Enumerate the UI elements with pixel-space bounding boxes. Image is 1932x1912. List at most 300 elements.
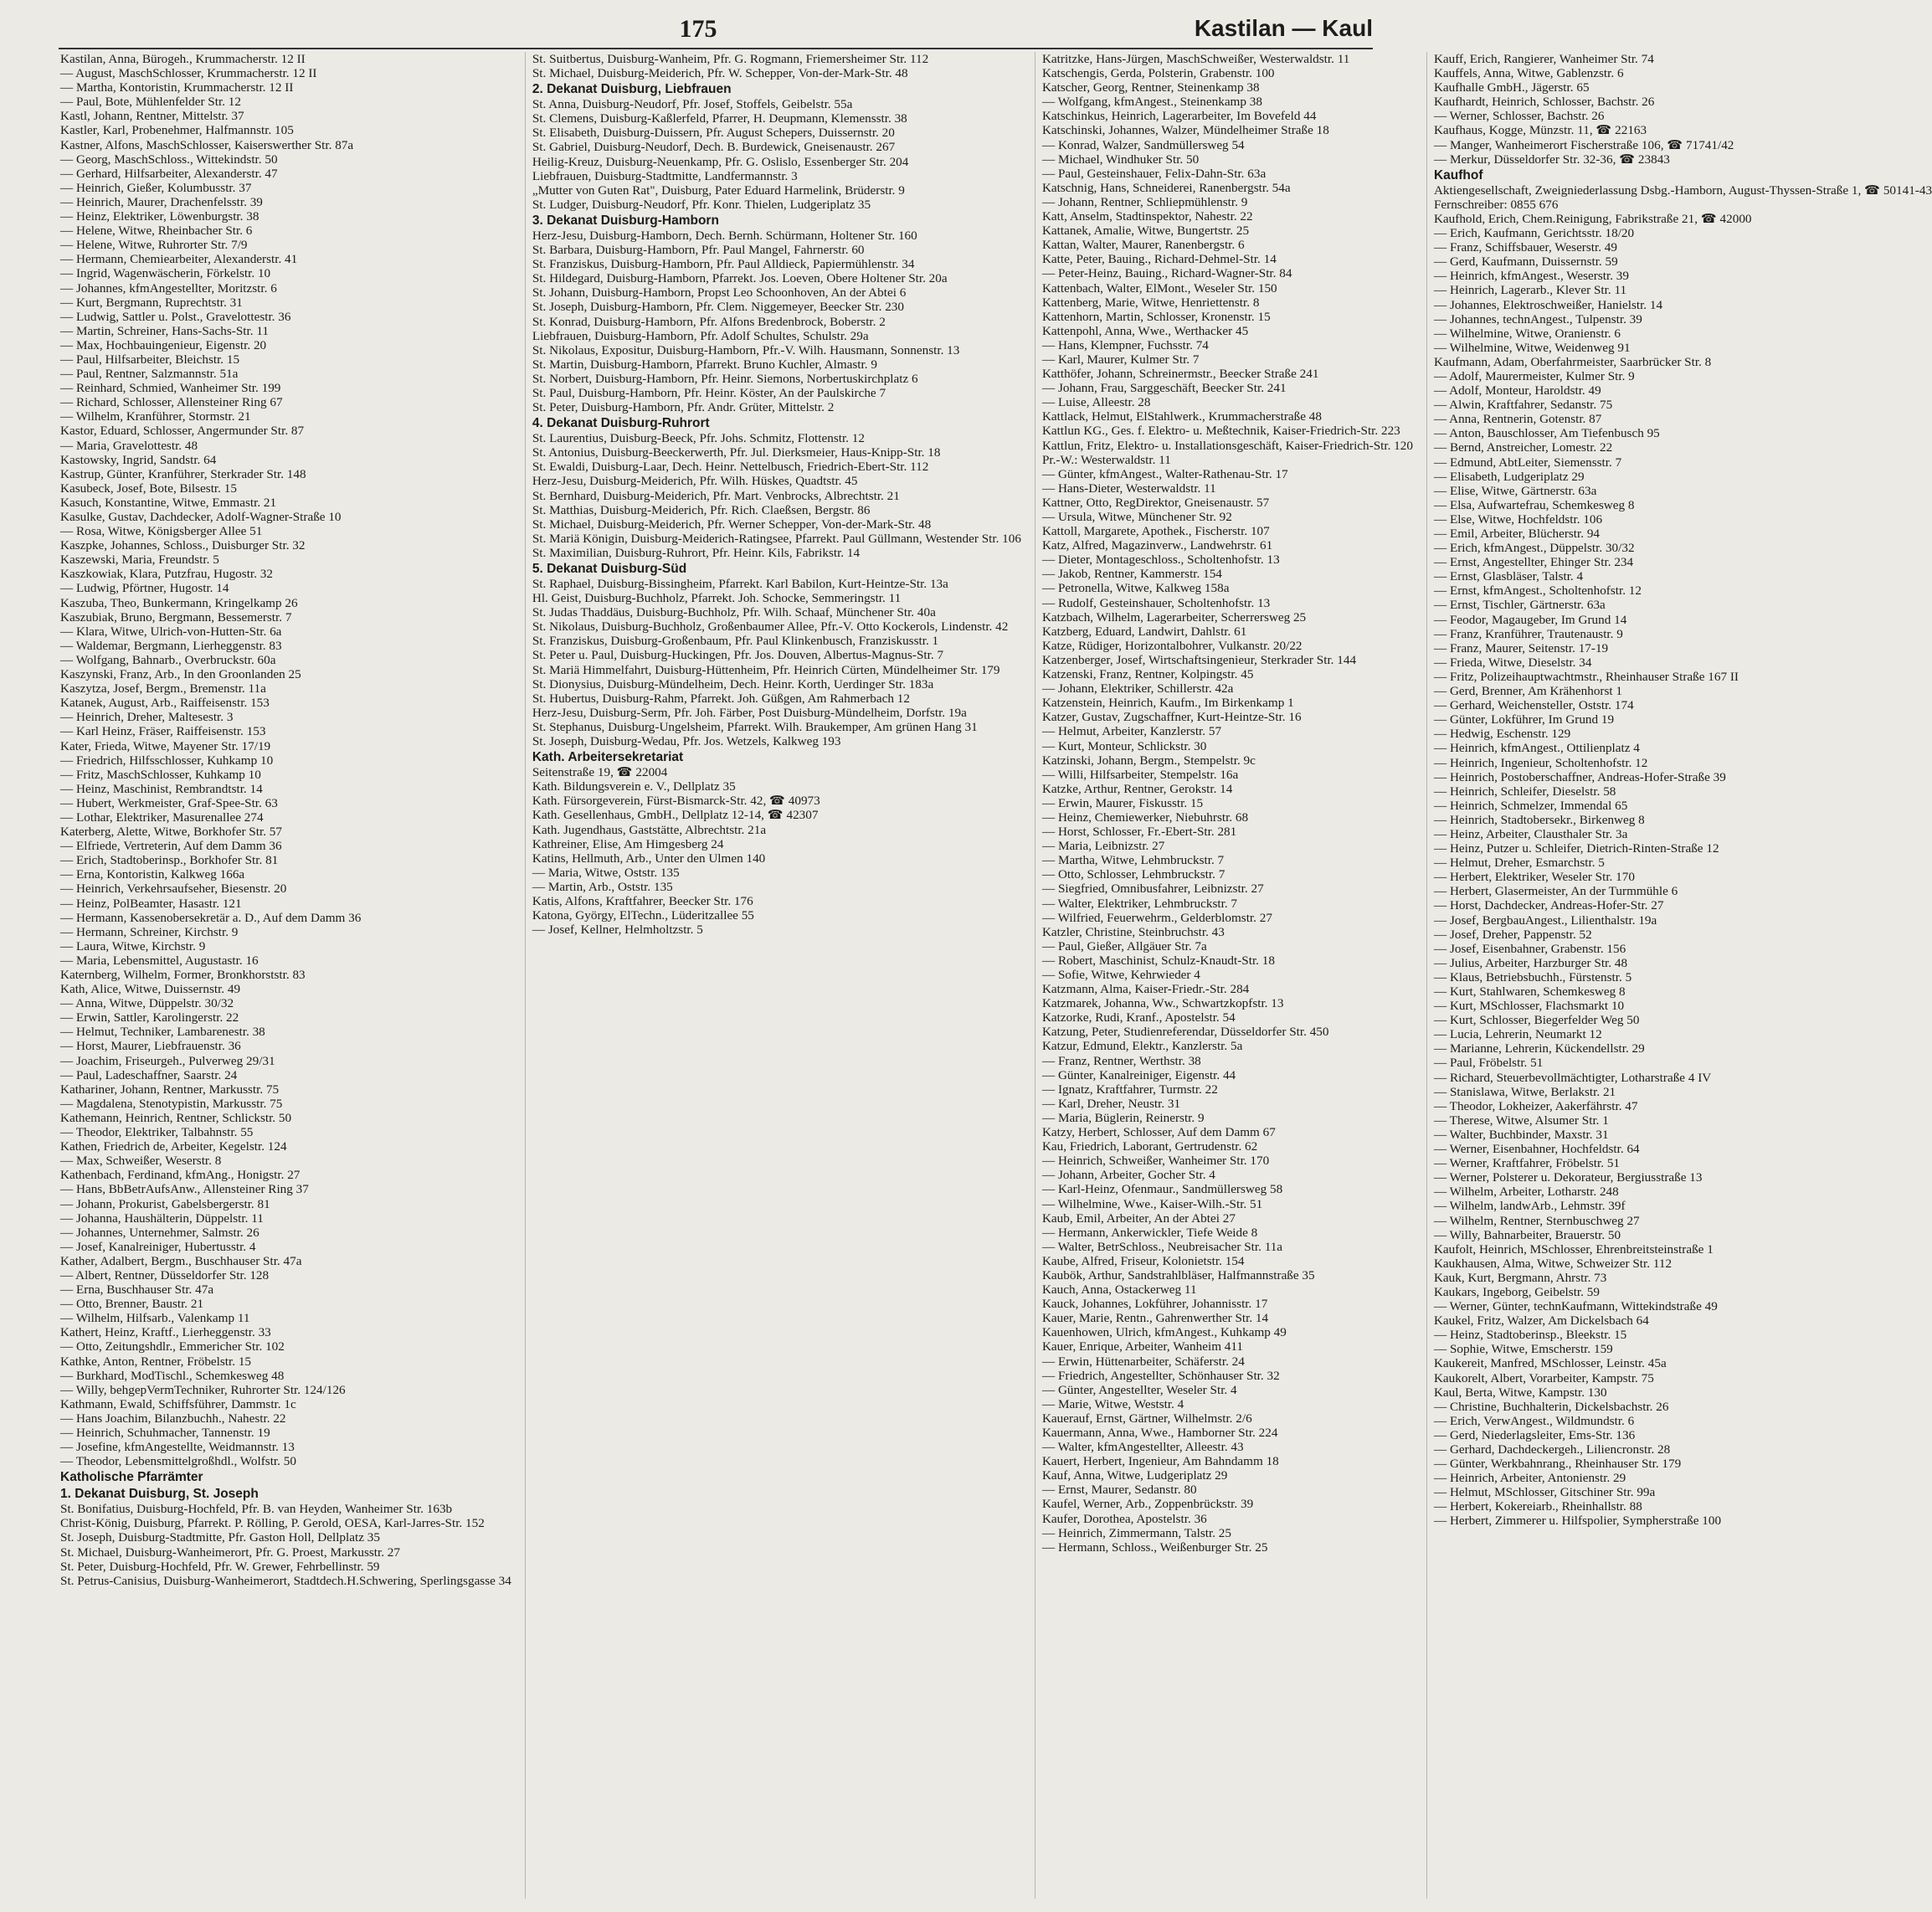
directory-entry: Katzorke, Rudi, Kranf., Apostelstr. 54	[1041, 1010, 1236, 1025]
directory-entry: — Kurt, Bergmann, Ruprechtstr. 31	[60, 295, 243, 310]
column-4	[1426, 52, 1932, 1899]
directory-entry: — Franz, Maurer, Seitenstr. 17-19	[1433, 640, 1609, 655]
directory-entry: Hl. Geist, Duisburg-Buchholz, Pfarrekt. Joh. Schocke, Semmeringstr. 11	[532, 591, 902, 606]
directory-entry: — Heinz, Arbeiter, Clausthaler Str. 3a	[1433, 826, 1628, 841]
directory-entry: — Ludwig, Sattler u. Polst., Gravelottestr. 36	[60, 309, 291, 324]
directory-entry: Katzer, Gustav, Zugschaffner, Kurt-Heintze-Str. 16	[1041, 710, 1302, 725]
directory-entry: — Alwin, Kraftfahrer, Sedanstr. 75	[1433, 398, 1613, 413]
directory-entry: — Werner, Polsterer u. Dekorateur, Bergiusstraße 13	[1433, 1170, 1703, 1185]
directory-entry: Katzbach, Wilhelm, Lagerarbeiter, Scherrersweg 25	[1041, 609, 1307, 624]
directory-entry: — Max, Schweißer, Weserstr. 8	[60, 1154, 222, 1169]
directory-entry: — Horst, Maurer, Liebfrauenstr. 36	[60, 1039, 241, 1054]
section-heading: 1. Dekanat Duisburg, St. Joseph	[60, 1487, 259, 1502]
directory-entry: — Anna, Rentnerin, Gotenstr. 87	[1433, 412, 1602, 427]
directory-entry: St. Mariä Königin, Duisburg-Meiderich-Ratingsee, Pfarrekt. Paul Güllmann, Westender Str. 106	[532, 531, 1021, 546]
directory-entry: St. Bonifatius, Duisburg-Hochfeld, Pfr. B. van Heyden, Wanheimer Str. 163b	[60, 1502, 453, 1517]
directory-entry: Kathenbach, Ferdinand, kfmAng., Honigstr. 27	[60, 1168, 301, 1183]
directory-entry: — Josefine, kfmAngestellte, Weidmannstr. 13	[60, 1440, 295, 1455]
directory-entry: — Theodor, Elektriker, Talbahnstr. 55	[60, 1125, 254, 1140]
directory-entry: — Gerhard, Weichensteller, Oststr. 174	[1433, 698, 1634, 713]
directory-entry: St. Gabriel, Duisburg-Neudorf, Dech. B. Burdewick, Gneisenaustr. 267	[532, 140, 896, 155]
directory-entry: — Erich, VerwAngest., Wildmundstr. 6	[1433, 1413, 1635, 1428]
directory-entry: — Wolfgang, Bahnarb., Overbruckstr. 60a	[60, 652, 276, 667]
directory-entry: Kattenberg, Marie, Witwe, Henriettenstr. 8	[1041, 295, 1260, 310]
directory-entry: Katzmann, Alma, Kaiser-Friedr.-Str. 284	[1041, 982, 1250, 997]
directory-entry: Katzur, Edmund, Elektr., Kanzlerstr. 5a	[1041, 1039, 1243, 1054]
directory-entry: Katzy, Herbert, Schlosser, Auf dem Damm 67	[1041, 1125, 1276, 1140]
directory-entry: Kaszubiak, Bruno, Bergmann, Bessemerstr. 7	[60, 609, 292, 624]
directory-entry: — Karl, Dreher, Neustr. 31	[1041, 1096, 1181, 1111]
directory-entry: — Franz, Schiffsbauer, Weserstr. 49	[1433, 240, 1617, 255]
directory-entry: — Erna, Kontoristin, Kalkweg 166a	[60, 867, 245, 882]
directory-entry: — Heinz, Chemiewerker, Niebuhrstr. 68	[1041, 810, 1249, 825]
directory-entry: Katte, Peter, Bauing., Richard-Dehmel-Str. 14	[1041, 252, 1277, 267]
directory-entry: — Julius, Arbeiter, Harzburger Str. 48	[1433, 955, 1628, 970]
directory-entry: Katzinski, Johann, Bergm., Stempelstr. 9c	[1041, 753, 1256, 768]
directory-entry: Kauffels, Anna, Witwe, Gablenzstr. 6	[1433, 66, 1624, 81]
directory-entry: — Rosa, Witwe, Königsberger Allee 51	[60, 524, 263, 539]
directory-entry: — Richard, Steuerbevollmächtigter, Lotharstraße 4 IV	[1433, 1070, 1712, 1085]
directory-entry: — Willy, behgepVermTechniker, Ruhrorter Str. 124/126	[60, 1382, 346, 1397]
directory-entry: St. Ewaldi, Duisburg-Laar, Dech. Heinr. Nettelbusch, Friedrich-Ebert-Str. 112	[532, 460, 929, 475]
directory-entry: — Paul, Bote, Mühlenfelder Str. 12	[60, 95, 241, 110]
directory-entry: Kauert, Herbert, Ingenieur, Am Bahndamm 18	[1041, 1454, 1279, 1469]
directory-entry: Katzenstein, Heinrich, Kaufm., Im Birkenkamp 1	[1041, 696, 1294, 711]
directory-entry: — Paul, Gießer, Allgäuer Str. 7a	[1041, 938, 1207, 953]
directory-entry: Kattenbach, Walter, ElMont., Weseler Str. 150	[1041, 280, 1277, 296]
directory-entry: — Ernst, kfmAngest., Scholtenhofstr. 12	[1433, 583, 1642, 599]
directory-entry: — Günter, Lokführer, Im Grund 19	[1433, 712, 1615, 727]
directory-entry: St. Clemens, Duisburg-Kaßlerfeld, Pfarrer, H. Deupmann, Klemensstr. 38	[532, 111, 907, 126]
directory-entry: — Gerhard, Hilfsarbeiter, Alexanderstr. 47	[60, 166, 278, 181]
directory-entry: — Kurt, Monteur, Schlickstr. 30	[1041, 738, 1207, 753]
directory-entry: — Heinrich, Schweißer, Wanheimer Str. 170	[1041, 1154, 1270, 1169]
directory-entry: — Wolfgang, kfmAngest., Steinenkamp 38	[1041, 95, 1262, 110]
directory-entry: — Wilhelm, Kranführer, Stormstr. 21	[60, 409, 251, 424]
section-heading: 3. Dekanat Duisburg-Hamborn	[532, 213, 719, 228]
directory-entry: Kauenhowen, Ulrich, kfmAngest., Kuhkamp 49	[1041, 1325, 1287, 1340]
directory-entry: St. Raphael, Duisburg-Bissingheim, Pfarrekt. Karl Babilon, Kurt-Heintze-Str. 13a	[532, 577, 948, 591]
directory-entry: — Peter-Heinz, Bauing., Richard-Wagner-Str. 84	[1041, 266, 1292, 281]
directory-entry: Kauerauf, Ernst, Gärtner, Wilhelmstr. 2/6	[1041, 1411, 1252, 1426]
directory-entry: — Elisabeth, Ludgeriplatz 29	[1433, 469, 1585, 484]
directory-entry: Kauch, Anna, Ostackerweg 11	[1041, 1282, 1197, 1298]
directory-entry: Katis, Alfons, Kraftfahrer, Beecker Str. 176	[532, 893, 753, 908]
directory-entry: Kathen, Friedrich de, Arbeiter, Kegelstr. 124	[60, 1139, 287, 1154]
directory-entry: — Johannes, Elektroschweißer, Hanielstr. 14	[1433, 297, 1663, 312]
directory-entry: — Heinrich, Maurer, Drachenfelsstr. 39	[60, 194, 263, 209]
directory-entry: — Hermann, Kassenobersekretär a. D., Auf dem Damm 36	[60, 910, 362, 925]
directory-entry: St. Martin, Duisburg-Hamborn, Pfarrekt. Bruno Kuchler, Almastr. 9	[532, 357, 877, 372]
directory-entry: — Josef, BergbauAngest., Lilienthalstr. 19a	[1433, 912, 1657, 928]
directory-entry: — Maria, Büglerin, Reinerstr. 9	[1041, 1110, 1205, 1125]
directory-entry: St. Mariä Himmelfahrt, Duisburg-Hüttenheim, Pfr. Heinrich Cürten, Mündelheimer Str. 179	[532, 662, 1000, 677]
directory-entry: — Werner, Kraftfahrer, Fröbelstr. 51	[1433, 1156, 1621, 1171]
directory-entry: — Ernst, Tischler, Gärtnerstr. 63a	[1433, 598, 1606, 613]
directory-entry: — Elfriede, Vertreterin, Auf dem Damm 36	[60, 839, 282, 854]
directory-entry: Kauf, Anna, Witwe, Ludgeriplatz 29	[1041, 1468, 1228, 1483]
directory-entry: St. Nikolaus, Duisburg-Buchholz, Großenbaumer Allee, Pfr.-V. Otto Kockerols, Lindenstr. 42	[532, 619, 1009, 635]
directory-entry: Kastler, Karl, Probenehmer, Halfmannstr. 105	[60, 123, 294, 138]
directory-entry: St. Hildegard, Duisburg-Hamborn, Pfarrekt. Jos. Loeven, Obere Holtener Str. 20a	[532, 271, 948, 286]
directory-entry: Kaszpke, Johannes, Schloss., Duisburger Str. 32	[60, 538, 306, 553]
directory-entry: — Klaus, Betriebsbuchh., Fürstenstr. 5	[1433, 969, 1632, 984]
directory-entry: St. Elisabeth, Duisburg-Duissern, Pfr. August Schepers, Duissernstr. 20	[532, 126, 895, 141]
directory-entry: — Luise, Alleestr. 28	[1041, 395, 1151, 410]
directory-entry: Katona, György, ElTechn., Lüderitzallee 55	[532, 908, 754, 923]
directory-entry: Kaufhaus, Kogge, Münzstr. 11, ☎ 22163	[1433, 123, 1647, 138]
directory-entry: St. Stephanus, Duisburg-Ungelsheim, Pfarrekt. Wilh. Braukemper, Am grünen Hang 31	[532, 719, 978, 734]
directory-entry: Kaufhalle GmbH., Jägerstr. 65	[1433, 80, 1590, 95]
directory-entry: — Sofie, Witwe, Kehrwieder 4	[1041, 968, 1200, 982]
directory-entry: St. Nikolaus, Expositur, Duisburg-Hamborn, Pfr.-V. Wilh. Hausmann, Sonnenstr. 13	[532, 342, 960, 357]
directory-entry: Kau, Friedrich, Laborant, Gertrudenstr. 62	[1041, 1139, 1258, 1154]
directory-entry: — Maria, Leibnizstr. 27	[1041, 839, 1165, 854]
directory-entry: — Erwin, Hüttenarbeiter, Schäferstr. 24	[1041, 1354, 1245, 1369]
section-heading: 2. Dekanat Duisburg, Liebfrauen	[532, 82, 732, 97]
directory-entry: Katerberg, Alette, Witwe, Borkhofer Str. 57	[60, 825, 282, 840]
directory-entry: Kathmann, Ewald, Schiffsführer, Dammstr. 1c	[60, 1396, 296, 1411]
directory-entry: Katschinkus, Heinrich, Lagerarbeiter, Im Bovefeld 44	[1041, 109, 1317, 124]
directory-entry: — Richard, Schlosser, Allensteiner Ring 67	[60, 395, 283, 410]
directory-entry: — Gerd, Brenner, Am Krähenhorst 1	[1433, 684, 1622, 699]
directory-entry: — Hans, Klempner, Fuchsstr. 74	[1041, 337, 1209, 352]
directory-entry: — Johann, Elektriker, Schillerstr. 42a	[1041, 681, 1234, 696]
directory-entry: — Jakob, Rentner, Kammerstr. 154	[1041, 567, 1222, 582]
directory-entry: Kaszuba, Theo, Bunkermann, Kringelkamp 26	[60, 595, 298, 610]
directory-entry: Katschnig, Hans, Schneiderei, Ranenbergstr. 54a	[1041, 180, 1291, 195]
directory-entry: — Karl Heinz, Fräser, Raiffeisenstr. 153	[60, 724, 266, 739]
directory-entry: — Willy, Bahnarbeiter, Brauerstr. 50	[1433, 1227, 1621, 1242]
directory-entry: Katernberg, Wilhelm, Former, Bronkhorststr. 83	[60, 968, 306, 982]
directory-entry: — Theodor, Lokheizer, Aakerfährstr. 47	[1433, 1098, 1638, 1113]
directory-entry: — Heinrich, Lagerarb., Klever Str. 11	[1433, 283, 1627, 298]
directory-entry: Kauck, Johannes, Lokführer, Johannisstr. 17	[1041, 1297, 1268, 1312]
directory-entry: Liebfrauen, Duisburg-Stadtmitte, Landfermannstr. 3	[532, 168, 798, 183]
directory-entry: — Max, Hochbauingenieur, Eigenstr. 20	[60, 337, 267, 352]
directory-entry: — Walter, Buchbinder, Maxstr. 31	[1433, 1127, 1609, 1142]
directory-entry: — Hans, BbBetrAufsAnw., Allensteiner Ring 37	[60, 1182, 309, 1197]
directory-entry: St. Petrus-Canisius, Duisburg-Wanheimerort, Stadtdech.H.Schwering, Sperlingsgasse 34	[60, 1573, 511, 1588]
directory-entry: — Johannes, Unternehmer, Salmstr. 26	[60, 1225, 259, 1240]
directory-entry: Kattlun KG., Ges. f. Elektro- u. Meßtechnik, Kaiser-Friedrich-Str. 223	[1041, 424, 1400, 439]
directory-entry: — Josef, Kanalreiniger, Hubertusstr. 4	[60, 1239, 256, 1254]
section-heading: 5. Dekanat Duisburg-Süd	[532, 562, 687, 576]
directory-entry: Kattlack, Helmut, ElStahlwerk., Krummacherstraße 48	[1041, 409, 1322, 424]
directory-entry: — Heinz, Elektriker, Löwenburgstr. 38	[60, 209, 259, 224]
directory-entry: Kater, Frieda, Witwe, Mayener Str. 17/19	[60, 738, 271, 753]
directory-entry: — Willi, Hilfsarbeiter, Stempelstr. 16a	[1041, 767, 1239, 782]
directory-entry: St. Peter, Duisburg-Hamborn, Pfr. Andr. Grüter, Mittelstr. 2	[532, 400, 835, 415]
directory-entry: — Martin, Arb., Oststr. 135	[532, 879, 673, 894]
directory-entry: Kaszkowiak, Klara, Putzfrau, Hugostr. 32	[60, 567, 273, 582]
directory-entry: — Christine, Buchhalterin, Dickelsbachstr. 26	[1433, 1399, 1669, 1414]
directory-entry: — Erna, Buschhauser Str. 47a	[60, 1282, 214, 1298]
directory-entry: — Heinrich, Schuhmacher, Tannenstr. 19	[60, 1426, 270, 1440]
directory-entry: — Johannes, technAngest., Tulpenstr. 39	[1433, 311, 1642, 326]
directory-entry: — Ursula, Witwe, Münchener Str. 92	[1041, 510, 1232, 524]
directory-entry: Kattenpohl, Anna, Wwe., Werthacker 45	[1041, 323, 1249, 338]
directory-entry: Kath. Bildungsverein e. V., Dellplatz 35	[532, 779, 736, 794]
directory-entry: — Adolf, Maurermeister, Kulmer Str. 9	[1433, 368, 1635, 383]
directory-entry: St. Johann, Duisburg-Hamborn, Propst Leo Schoonhoven, An der Abtei 6	[532, 285, 907, 301]
directory-entry: — Elise, Witwe, Gärtnerstr. 63a	[1433, 483, 1597, 498]
directory-entry: Kattoll, Margarete, Apothek., Fischerstr. 107	[1041, 524, 1270, 539]
directory-entry: — Joachim, Friseurgeh., Pulverweg 29/31	[60, 1053, 275, 1068]
directory-entry: — Anton, Bauschlosser, Am Tiefenbusch 95	[1433, 426, 1660, 441]
directory-entry: — Heinrich, Arbeiter, Antonienstr. 29	[1433, 1471, 1626, 1486]
directory-entry: — Elsa, Aufwartefrau, Schemkesweg 8	[1433, 497, 1635, 512]
directory-columns	[60, 52, 1932, 1899]
directory-entry: — Franz, Rentner, Werthstr. 38	[1041, 1053, 1201, 1068]
directory-entry: — Herbert, Elektriker, Weseler Str. 170	[1433, 870, 1635, 885]
directory-entry: Katthöfer, Johann, Schreinermstr., Beecker Straße 241	[1041, 367, 1319, 382]
directory-entry: — Horst, Schlosser, Fr.-Ebert-Str. 281	[1041, 825, 1237, 840]
directory-entry: — Kurt, Stahlwaren, Schemkesweg 8	[1433, 984, 1626, 999]
directory-entry: St. Michael, Duisburg-Meiderich, Pfr. Werner Schepper, Von-der-Mark-Str. 48	[532, 517, 932, 532]
directory-entry: — Merkur, Düsseldorfer Str. 32-36, ☎ 23843	[1433, 152, 1670, 167]
directory-entry: Kaszynski, Franz, Arb., In den Groonlanden 25	[60, 667, 301, 682]
directory-entry: St. Barbara, Duisburg-Hamborn, Pfr. Paul Mangel, Fahrnerstr. 60	[532, 243, 865, 258]
directory-entry: — Erich, Kaufmann, Gerichtsstr. 18/20	[1433, 226, 1635, 241]
directory-entry: — Heinrich, Schmelzer, Immendal 65	[1433, 798, 1628, 813]
directory-entry: — Hans-Dieter, Westerwaldstr. 11	[1041, 481, 1216, 496]
column-2	[525, 52, 1021, 1899]
directory-entry: — Heinrich, Ingenieur, Scholtenhofstr. 12	[1433, 755, 1648, 770]
section-heading: Kath. Arbeitersekretariat	[532, 750, 684, 765]
directory-entry: Kaszytza, Josef, Bergm., Bremenstr. 11a	[60, 681, 266, 696]
directory-entry: — Fritz, MaschSchlosser, Kuhkamp 10	[60, 767, 261, 782]
directory-entry: — Günter, Kanalreiniger, Eigenstr. 44	[1041, 1067, 1236, 1082]
directory-entry: — Günter, Angestellter, Weseler Str. 4	[1041, 1382, 1237, 1397]
directory-entry: — Paul, Ladeschaffner, Saarstr. 24	[60, 1067, 238, 1082]
directory-entry: — Walter, Elektriker, Lehmbruckstr. 7	[1041, 896, 1238, 911]
directory-entry: Aktiengesellschaft, Zweigniederlassung Dsbg.-Hamborn, August-Thyssen-Straße 1, ☎ 50141-43	[1433, 182, 1932, 198]
directory-entry: St. Joseph, Duisburg-Hamborn, Pfr. Clem. Niggemeyer, Beecker Str. 230	[532, 300, 904, 315]
directory-entry: Katzung, Peter, Studienreferendar, Düsseldorfer Str. 450	[1041, 1025, 1329, 1040]
directory-entry: — Friedrich, Angestellter, Schönhauser Str. 32	[1041, 1368, 1280, 1383]
directory-entry: Katscher, Georg, Rentner, Steinenkamp 38	[1041, 80, 1260, 95]
directory-entry: Kathke, Anton, Rentner, Fröbelstr. 15	[60, 1354, 252, 1369]
directory-entry: — Wilhelm, Rentner, Sternbuschweg 27	[1433, 1213, 1640, 1228]
directory-entry: — Burkhard, ModTischl., Schemkesweg 48	[60, 1368, 285, 1383]
directory-entry: — Edmund, AbtLeiter, Siemensstr. 7	[1433, 455, 1622, 470]
directory-entry: Katt, Anselm, Stadtinspektor, Nahestr. 22	[1041, 209, 1253, 224]
directory-entry: — Otto, Brenner, Baustr. 21	[60, 1297, 204, 1312]
directory-entry: — Michael, Windhuker Str. 50	[1041, 152, 1200, 167]
directory-entry: — Heinz, Maschinist, Rembrandtstr. 14	[60, 781, 263, 796]
directory-entry: — Helmut, Dreher, Esmarchstr. 5	[1433, 856, 1605, 871]
directory-entry: — Helmut, Arbeiter, Kanzlerstr. 57	[1041, 724, 1222, 739]
directory-entry: Kath. Jugendhaus, Gaststätte, Albrechtstr. 21a	[532, 822, 767, 837]
directory-entry: Katzberg, Eduard, Landwirt, Dahlstr. 61	[1041, 624, 1247, 639]
directory-entry: St. Franziskus, Duisburg-Großenbaum, Pfr. Paul Klinkenbusch, Franziskusstr. 1	[532, 634, 939, 649]
directory-entry: Heilig-Kreuz, Duisburg-Neuenkamp, Pfr. G. Oslislo, Essenberger Str. 204	[532, 154, 909, 169]
directory-entry: Katzmarek, Johanna, Ww., Schwartzkopfstr. 13	[1041, 996, 1284, 1011]
directory-entry: — Wilhelm, Hilfsarb., Valenkamp 11	[60, 1311, 250, 1326]
directory-entry: — Johann, Frau, Sarggeschäft, Beecker Str. 241	[1041, 381, 1287, 396]
directory-entry: — Ingrid, Wagenwäscherin, Förkelstr. 10	[60, 266, 271, 281]
directory-entry: St. Antonius, Duisburg-Beeckerwerth, Pfr. Jul. Dierksmeier, Haus-Knipp-Str. 18	[532, 445, 941, 460]
directory-entry: Kaub, Emil, Arbeiter, An der Abtei 27	[1041, 1210, 1236, 1226]
directory-entry: Katschinski, Johannes, Walzer, Mündelheimer Straße 18	[1041, 123, 1329, 138]
directory-entry: — Wilhelmine, Wwe., Kaiser-Wilh.-Str. 51	[1041, 1196, 1263, 1211]
directory-entry: — Heinz, PolBeamter, Hasastr. 121	[60, 896, 242, 911]
directory-entry: — Josef, Dreher, Pappenstr. 52	[1433, 927, 1592, 942]
header-rule	[59, 48, 1373, 49]
directory-entry: St. Michael, Duisburg-Meiderich, Pfr. W. Schepper, Von-der-Mark-Str. 48	[532, 66, 908, 81]
directory-entry: Kattlun, Fritz, Elektro- u. Installationsgeschäft, Kaiser-Friedrich-Str. 120	[1041, 438, 1413, 453]
directory-entry: — Hermann, Schloss., Weißenburger Str. 25	[1041, 1539, 1268, 1555]
directory-entry: Kaszewski, Maria, Freundstr. 5	[60, 553, 219, 568]
directory-entry: St. Joseph, Duisburg-Wedau, Pfr. Jos. Wetzels, Kalkweg 193	[532, 734, 841, 749]
directory-entry: — Paul, Fröbelstr. 51	[1433, 1056, 1544, 1071]
directory-entry: — Anna, Witwe, Düppelstr. 30/32	[60, 996, 234, 1011]
directory-entry: Katritzke, Hans-Jürgen, MaschSchweißer, Westerwaldstr. 11	[1041, 52, 1350, 66]
directory-entry: Kasubeck, Josef, Bote, Bilsestr. 15	[60, 481, 237, 496]
directory-entry: Kaufhardt, Heinrich, Schlosser, Bachstr. 26	[1433, 95, 1655, 110]
directory-entry: — Petronella, Witwe, Kalkweg 158a	[1041, 581, 1230, 596]
directory-entry: — Hubert, Werkmeister, Graf-Spee-Str. 63	[60, 795, 278, 810]
directory-entry: — Johann, Arbeiter, Gocher Str. 4	[1041, 1168, 1215, 1183]
directory-entry: — Wilhelmine, Witwe, Weidenweg 91	[1433, 340, 1631, 355]
directory-entry: — Klara, Witwe, Ulrich-von-Hutten-Str. 6a	[60, 624, 282, 639]
directory-entry: Kasuch, Konstantine, Witwe, Emmastr. 21	[60, 495, 277, 510]
directory-entry: — August, MaschSchlosser, Krummacherstr. 12 II	[60, 66, 317, 81]
directory-entry: — Helmut, MSchlosser, Gitschiner Str. 99a	[1433, 1485, 1656, 1500]
directory-entry: — Robert, Maschinist, Schulz-Knaudt-Str. 18	[1041, 953, 1275, 968]
directory-entry: — Kurt, MSchlosser, Flachsmarkt 10	[1433, 999, 1625, 1014]
directory-entry: Kath. Fürsorgeverein, Fürst-Bismarck-Str. 42, ☎ 40973	[532, 794, 820, 809]
directory-entry: — Wilhelmine, Witwe, Oranienstr. 6	[1433, 326, 1621, 341]
directory-entry: St. Hubertus, Duisburg-Rahm, Pfarrekt. Joh. Güßgen, Am Rahmerbach 12	[532, 691, 910, 706]
directory-entry: Herz-Jesu, Duisburg-Serm, Pfr. Joh. Färber, Post Duisburg-Mündelheim, Dorfstr. 19a	[532, 705, 967, 720]
directory-entry: St. Suitbertus, Duisburg-Wanheim, Pfr. G. Rogmann, Friemersheimer Str. 112	[532, 52, 929, 66]
directory-entry: — Heinrich, Zimmermann, Talstr. 25	[1041, 1525, 1231, 1540]
directory-entry: — Heinrich, Dreher, Maltesestr. 3	[60, 710, 234, 725]
directory-entry: — Paul, Hilfsarbeiter, Bleichstr. 15	[60, 352, 240, 367]
directory-entry: — Gerd, Niederlagsleiter, Ems-Str. 136	[1433, 1427, 1636, 1442]
directory-entry: St. Paul, Duisburg-Hamborn, Pfr. Heinr. Köster, An der Paulskirche 7	[532, 385, 886, 400]
section-heading: Kaufhof	[1433, 167, 1483, 182]
directory-entry: — Günter, Werkbahnrang., Rheinhauser Str. 179	[1433, 1457, 1682, 1472]
directory-entry: — Werner, Schlosser, Bachstr. 26	[1433, 109, 1605, 124]
directory-entry: St. Anna, Duisburg-Neudorf, Pfr. Josef, Stoffels, Geibelstr. 55a	[532, 97, 853, 112]
directory-entry: — Josef, Eisenbahner, Grabenstr. 156	[1433, 941, 1626, 956]
directory-entry: — Paul, Gesteinshauer, Felix-Dahn-Str. 63a	[1041, 166, 1267, 181]
directory-entry: St. Matthias, Duisburg-Meiderich, Pfr. Rich. Claeßsen, Bergstr. 86	[532, 502, 871, 517]
directory-entry: — Helene, Witwe, Rheinbacher Str. 6	[60, 224, 253, 239]
directory-entry: — Erich, kfmAngest., Düppelstr. 30/32	[1433, 541, 1635, 556]
directory-entry: Kattenhorn, Martin, Schlosser, Kronenstr. 15	[1041, 309, 1271, 324]
directory-entry: Christ-König, Duisburg, Pfarrekt. P. Rölling, P. Gerold, OESA, Karl-Jarres-Str. 152	[60, 1516, 485, 1531]
directory-entry: — Herbert, Zimmerer u. Hilfspolier, Sympherstraße 100	[1433, 1514, 1722, 1529]
directory-entry: — Marianne, Lehrerin, Kückendellstr. 29	[1433, 1041, 1645, 1056]
directory-entry: — Martha, Kontoristin, Krummacherstr. 12 II	[60, 80, 294, 95]
directory-entry: — Fritz, Polizeihauptwachtmstr., Rheinhauser Straße 167 II	[1433, 669, 1739, 684]
directory-entry: Kattan, Walter, Maurer, Ranenbergstr. 6	[1041, 238, 1245, 253]
directory-entry: — Martin, Schreiner, Hans-Sachs-Str. 11	[60, 323, 269, 338]
directory-entry: — Franz, Kranführer, Trautenaustr. 9	[1433, 626, 1623, 641]
directory-entry: — Therese, Witwe, Alsumer Str. 1	[1433, 1113, 1609, 1128]
directory-entry: Kathreiner, Elise, Am Himgesberg 24	[532, 836, 724, 851]
directory-entry: Katschengis, Gerda, Polsterin, Grabenstr. 100	[1041, 66, 1275, 81]
directory-entry: — Wilhelm, landwArb., Lehmstr. 39f	[1433, 1199, 1626, 1214]
directory-entry: St. Judas Thaddäus, Duisburg-Buchholz, Pfr. Wilh. Schaaf, Münchener Str. 40a	[532, 605, 936, 620]
directory-entry: Kathariner, Johann, Rentner, Markusstr. 75	[60, 1082, 280, 1097]
directory-entry: St. Bernhard, Duisburg-Meiderich, Pfr. Mart. Venbrocks, Albrechtstr. 21	[532, 488, 900, 503]
directory-entry: — Albert, Rentner, Düsseldorfer Str. 128	[60, 1267, 270, 1282]
directory-entry: Katanek, August, Arb., Raiffeisenstr. 153	[60, 696, 270, 711]
directory-entry: St. Michael, Duisburg-Wanheimerort, Pfr. G. Proest, Markusstr. 27	[60, 1545, 400, 1560]
directory-entry: Katzenski, Franz, Rentner, Kolpingstr. 45	[1041, 667, 1254, 682]
directory-entry: Kathemann, Heinrich, Rentner, Schlickstr. 50	[60, 1110, 292, 1125]
directory-entry: Seitenstraße 19, ☎ 22004	[532, 765, 668, 780]
directory-entry: — Heinrich, kfmAngest., Weserstr. 39	[1433, 269, 1629, 284]
directory-entry: Kaukorelt, Albert, Vorarbeiter, Kampstr. 75	[1433, 1370, 1654, 1385]
directory-entry: Herz-Jesu, Duisburg-Hamborn, Dech. Bernh. Schürmann, Holtener Str. 160	[532, 228, 917, 243]
directory-entry: — Martha, Witwe, Lehmbruckstr. 7	[1041, 853, 1225, 868]
directory-entry: — Marie, Witwe, Weststr. 4	[1041, 1396, 1184, 1411]
directory-entry: — Gerhard, Dachdeckergeh., Liliencronstr. 28	[1433, 1442, 1671, 1457]
directory-entry: St. Ludger, Duisburg-Neudorf, Pfr. Konr. Thielen, Ludgeriplatz 35	[532, 197, 871, 212]
directory-entry: — Emil, Arbeiter, Blücherstr. 94	[1433, 527, 1601, 541]
directory-entry: Kastner, Alfons, MaschSchlosser, Kaiserswerther Str. 87a	[60, 137, 354, 152]
directory-entry: — Frieda, Witwe, Dieselstr. 34	[1433, 655, 1592, 670]
directory-entry: — Heinrich, Gießer, Kolumbusstr. 37	[60, 180, 252, 195]
column-3	[1035, 52, 1413, 1899]
directory-entry: Kaukel, Fritz, Walzer, Am Dickelsbach 64	[1433, 1313, 1649, 1329]
directory-entry: Kauer, Enrique, Arbeiter, Wanheim 411	[1041, 1339, 1244, 1354]
directory-entry: Kastor, Eduard, Schlosser, Angermunder Str. 87	[60, 424, 305, 439]
column-1	[60, 52, 511, 1899]
directory-entry: St. Norbert, Duisburg-Hamborn, Pfr. Heinr. Siemons, Norbertuskirchplatz 6	[532, 371, 918, 386]
directory-entry: — Erich, Stadtoberinsp., Borkhofer Str. 81	[60, 853, 279, 868]
directory-entry: Kattanek, Amalie, Witwe, Bungertstr. 25	[1041, 224, 1250, 239]
directory-entry: — Manger, Wanheimerort Fischerstraße 106, ☎ 71741/42	[1433, 137, 1734, 152]
directory-entry: St. Dionysius, Duisburg-Mündelheim, Dech. Heinr. Korth, Uerdinger Str. 183a	[532, 676, 934, 691]
directory-entry: Katins, Hellmuth, Arb., Unter den Ulmen 140	[532, 851, 766, 866]
directory-entry: — Kurt, Schlosser, Biegerfelder Weg 50	[1433, 1013, 1640, 1028]
directory-entry: — Maria, Lebensmittel, Augustastr. 16	[60, 953, 259, 968]
directory-entry: — Hermann, Ankerwickler, Tiefe Weide 8	[1041, 1225, 1258, 1240]
directory-entry: Katzler, Christine, Steinbruchstr. 43	[1041, 924, 1225, 939]
directory-entry: — Siegfried, Omnibusfahrer, Leibnizstr. 27	[1041, 881, 1264, 897]
directory-entry: Kath. Gesellenhaus, GmbH., Dellplatz 12-14, ☎ 42307	[532, 808, 819, 823]
directory-entry: — Maria, Gravelottestr. 48	[60, 438, 198, 453]
directory-entry: Katze, Rüdiger, Horizontalbohrer, Vulkanstr. 20/22	[1041, 638, 1303, 653]
directory-entry: — Karl-Heinz, Ofenmaur., Sandmüllersweg 58	[1041, 1182, 1283, 1197]
directory-entry: — Sophie, Witwe, Emscherstr. 159	[1433, 1342, 1613, 1357]
directory-entry: — Adolf, Monteur, Haroldstr. 49	[1433, 383, 1601, 398]
directory-entry: Kastowsky, Ingrid, Sandstr. 64	[60, 452, 217, 467]
directory-entry: — Otto, Schlosser, Lehmbruckstr. 7	[1041, 867, 1225, 882]
directory-entry: Liebfrauen, Duisburg-Hamborn, Pfr. Adolf Schultes, Schulstr. 29a	[532, 328, 869, 343]
directory-entry: Kastilan, Anna, Bürogeh., Krummacherstr. 12 II	[60, 52, 306, 66]
directory-entry: Kauk, Kurt, Bergmann, Ahrstr. 73	[1433, 1270, 1607, 1285]
directory-entry: St. Peter u. Paul, Duisburg-Huckingen, Pfr. Jos. Douven, Albertus-Magnus-Str. 7	[532, 648, 944, 663]
directory-entry: — Johannes, kfmAngestellter, Moritzstr. 6	[60, 280, 277, 296]
directory-entry: Kather, Adalbert, Bergm., Buschhauser Str. 47a	[60, 1253, 302, 1268]
directory-entry: — Hermann, Chemiearbeiter, Alexanderstr. 41	[60, 252, 298, 267]
directory-entry: Kaukereit, Manfred, MSchlosser, Leinstr. 45a	[1433, 1356, 1667, 1371]
directory-entry: Kauer, Marie, Rentn., Gahrenwerther Str. 14	[1041, 1311, 1269, 1326]
directory-entry: — Helene, Witwe, Ruhrorter Str. 7/9	[60, 238, 248, 253]
directory-entry: St. Peter, Duisburg-Hochfeld, Pfr. W. Grewer, Fehrbellinstr. 59	[60, 1559, 380, 1574]
directory-entry: Kaufolt, Heinrich, MSchlosser, Ehrenbreitsteinstraße 1	[1433, 1241, 1714, 1257]
directory-entry: — Werner, Günter, technKaufmann, Wittekindstraße 49	[1433, 1299, 1718, 1314]
directory-entry: — Heinrich, Verkehrsaufseher, Biesenstr. 20	[60, 881, 287, 897]
